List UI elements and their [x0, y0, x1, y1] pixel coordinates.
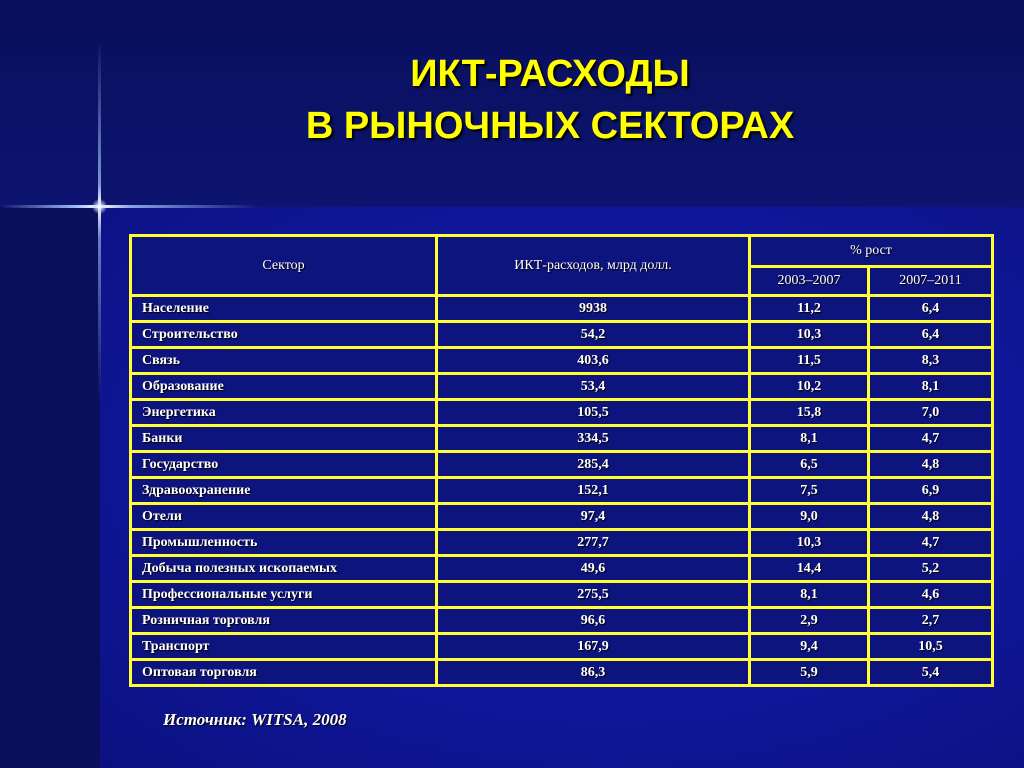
- cell-growth-2003-2007: 7,5: [750, 478, 869, 504]
- cell-growth-2003-2007: 15,8: [750, 400, 869, 426]
- cell-growth-2007-2011: 6,4: [869, 322, 993, 348]
- table-row: [131, 348, 993, 374]
- slide-title-line-2: В РЫНОЧНЫХ СЕКТОРАХ: [305, 105, 795, 147]
- header-growth: % рост: [750, 236, 993, 267]
- table-row: [131, 452, 993, 478]
- cell-growth-2003-2007: 5,9: [750, 660, 869, 686]
- cell-growth-2007-2011: 4,8: [869, 452, 993, 478]
- cell-sector: Государство: [131, 452, 437, 478]
- cell-spending: 277,7: [437, 530, 750, 556]
- cell-growth-2007-2011: 4,6: [869, 582, 993, 608]
- cell-sector: Промышленность: [131, 530, 437, 556]
- cell-sector: Здравоохранение: [131, 478, 437, 504]
- table-row: [131, 660, 993, 686]
- cell-growth-2003-2007: 8,1: [750, 426, 869, 452]
- sparkle-icon: [92, 199, 107, 214]
- table-row: [131, 504, 993, 530]
- cell-growth-2007-2011: 10,5: [869, 634, 993, 660]
- table-row: [131, 322, 993, 348]
- cell-growth-2003-2007: 11,2: [750, 296, 869, 322]
- cell-growth-2007-2011: 6,4: [869, 296, 993, 322]
- slide-title-line-1: ИКТ-РАСХОДЫ: [410, 53, 690, 95]
- cell-spending: 167,9: [437, 634, 750, 660]
- cell-sector: Энергетика: [131, 400, 437, 426]
- cell-spending: 53,4: [437, 374, 750, 400]
- table-row: [131, 374, 993, 400]
- cell-growth-2003-2007: 10,2: [750, 374, 869, 400]
- cell-spending: 403,6: [437, 348, 750, 374]
- cell-spending: 105,5: [437, 400, 750, 426]
- cell-sector: Отели: [131, 504, 437, 530]
- header-spending: ИКТ-расходов, млрд долл.: [437, 236, 750, 296]
- cell-growth-2003-2007: 8,1: [750, 582, 869, 608]
- cell-sector: Население: [131, 296, 437, 322]
- cell-growth-2007-2011: 2,7: [869, 608, 993, 634]
- cell-growth-2003-2007: 6,5: [750, 452, 869, 478]
- table-row: [131, 426, 993, 452]
- cell-spending: 285,4: [437, 452, 750, 478]
- cell-sector: Связь: [131, 348, 437, 374]
- table-row: [131, 296, 993, 322]
- table-row: [131, 582, 993, 608]
- cell-sector: Строительство: [131, 322, 437, 348]
- cell-growth-2007-2011: 4,7: [869, 426, 993, 452]
- cell-growth-2003-2007: 10,3: [750, 530, 869, 556]
- header-period-2007-2011: 2007–2011: [869, 267, 993, 296]
- cell-growth-2007-2011: 5,4: [869, 660, 993, 686]
- cell-sector: Профессиональные услуги: [131, 582, 437, 608]
- ict-spending-table: [129, 234, 994, 687]
- cell-sector: Розничная торговля: [131, 608, 437, 634]
- table-row: [131, 530, 993, 556]
- table-row: [131, 634, 993, 660]
- cell-sector: Образование: [131, 374, 437, 400]
- cell-sector: Добыча полезных ископаемых: [131, 556, 437, 582]
- table-row: [131, 556, 993, 582]
- slide-title: [0, 48, 1024, 152]
- cell-growth-2003-2007: 2,9: [750, 608, 869, 634]
- sparkle-decoration-horizontal: [0, 205, 260, 208]
- table-body: [131, 296, 993, 686]
- cell-growth-2003-2007: 14,4: [750, 556, 869, 582]
- cell-growth-2007-2011: 4,8: [869, 504, 993, 530]
- cell-growth-2007-2011: 4,7: [869, 530, 993, 556]
- cell-growth-2007-2011: 7,0: [869, 400, 993, 426]
- table-row: [131, 400, 993, 426]
- cell-growth-2003-2007: 9,0: [750, 504, 869, 530]
- cell-spending: 54,2: [437, 322, 750, 348]
- cell-sector: Транспорт: [131, 634, 437, 660]
- cell-sector: Банки: [131, 426, 437, 452]
- cell-growth-2007-2011: 8,1: [869, 374, 993, 400]
- cell-spending: 97,4: [437, 504, 750, 530]
- table-row: [131, 608, 993, 634]
- cell-spending: 86,3: [437, 660, 750, 686]
- table-row: [131, 478, 993, 504]
- slide-left-band: [0, 207, 100, 768]
- cell-spending: 96,6: [437, 608, 750, 634]
- cell-growth-2003-2007: 11,5: [750, 348, 869, 374]
- source-note: Источник: WITSA, 2008: [163, 710, 347, 729]
- cell-spending: 334,5: [437, 426, 750, 452]
- cell-spending: 152,1: [437, 478, 750, 504]
- cell-spending: 49,6: [437, 556, 750, 582]
- cell-growth-2003-2007: 10,3: [750, 322, 869, 348]
- cell-growth-2007-2011: 5,2: [869, 556, 993, 582]
- cell-spending: 9938: [437, 296, 750, 322]
- cell-growth-2007-2011: 6,9: [869, 478, 993, 504]
- cell-growth-2007-2011: 8,3: [869, 348, 993, 374]
- cell-sector: Оптовая торговля: [131, 660, 437, 686]
- cell-spending: 275,5: [437, 582, 750, 608]
- cell-growth-2003-2007: 9,4: [750, 634, 869, 660]
- header-period-2003-2007: 2003–2007: [750, 267, 869, 296]
- header-sector: Сектор: [131, 236, 437, 296]
